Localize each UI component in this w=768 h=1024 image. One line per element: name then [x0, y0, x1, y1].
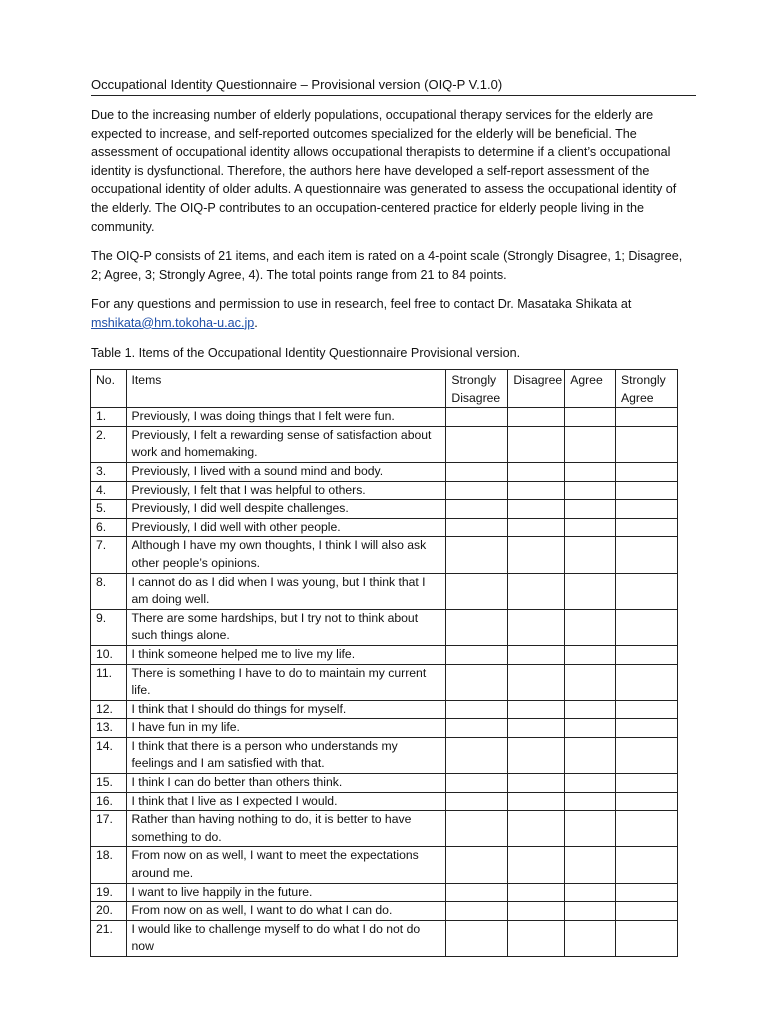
table-row [91, 920, 678, 956]
response-cell-strongly-disagree[interactable] [446, 811, 508, 847]
response-cell-strongly-agree[interactable] [615, 500, 677, 519]
response-cell-agree[interactable] [565, 847, 616, 883]
response-cell-disagree[interactable] [508, 847, 565, 883]
table-row [91, 537, 678, 573]
response-cell-disagree[interactable] [508, 500, 565, 519]
header-strongly-disagree: Strongly Disagree [446, 370, 508, 408]
response-cell-strongly-disagree[interactable] [446, 774, 508, 793]
response-cell-disagree[interactable] [508, 573, 565, 609]
response-cell-strongly-agree[interactable] [615, 481, 677, 500]
response-cell-agree[interactable] [565, 811, 616, 847]
response-cell-agree[interactable] [565, 664, 616, 700]
response-cell-strongly-agree[interactable] [615, 664, 677, 700]
response-cell-agree[interactable] [565, 792, 616, 811]
row-item-text: I have fun in my life. [126, 719, 446, 738]
response-cell-disagree[interactable] [508, 481, 565, 500]
response-cell-disagree[interactable] [508, 664, 565, 700]
response-cell-strongly-disagree[interactable] [446, 609, 508, 645]
table-header-row [91, 370, 678, 408]
row-item-text: Rather than having nothing to do, it is better to have something to do. [126, 811, 446, 847]
row-number: 3. [91, 462, 127, 481]
response-cell-agree[interactable] [565, 518, 616, 537]
response-cell-strongly-disagree[interactable] [446, 902, 508, 921]
table-row [91, 426, 678, 462]
response-cell-agree[interactable] [565, 500, 616, 519]
response-cell-agree[interactable] [565, 537, 616, 573]
row-item-text: Previously, I lived with a sound mind and body. [126, 462, 446, 481]
response-cell-disagree[interactable] [508, 920, 565, 956]
table-row [91, 719, 678, 738]
table-row [91, 792, 678, 811]
table-row [91, 664, 678, 700]
response-cell-agree[interactable] [565, 719, 616, 738]
response-cell-agree[interactable] [565, 481, 616, 500]
response-cell-disagree[interactable] [508, 883, 565, 902]
response-cell-strongly-disagree[interactable] [446, 737, 508, 773]
response-cell-strongly-agree[interactable] [615, 408, 677, 427]
row-number: 7. [91, 537, 127, 573]
response-cell-agree[interactable] [565, 737, 616, 773]
row-number: 13. [91, 719, 127, 738]
response-cell-disagree[interactable] [508, 737, 565, 773]
table-row [91, 500, 678, 519]
row-item-text: There are some hardships, but I try not to think about such things alone. [126, 609, 446, 645]
row-number: 6. [91, 518, 127, 537]
intro-paragraph: Due to the increasing number of elderly populations, occupational therapy services for the elderly are expected to increase, and self-reported outcomes specialized for the elderly will be beneficial. The assessment of occupational identity allows occupational therapists to determine if a client’s occupational identity is dysfunctional. Therefore, the authors here have developed a self-report assessment of the occupational identity of older adults. A questionnaire was generated to assess the occupational identity of the elderly. The OIQ-P contributes to an occupation-centered practice for elderly people living in the community. [91, 108, 677, 234]
table-row [91, 883, 678, 902]
row-item-text: Previously, I did well with other people. [126, 518, 446, 537]
response-cell-strongly-agree[interactable] [615, 792, 677, 811]
response-cell-disagree[interactable] [508, 902, 565, 921]
row-item-text: I think that I live as I expected I would. [126, 792, 446, 811]
title-block [91, 77, 696, 96]
response-cell-strongly-agree[interactable] [615, 774, 677, 793]
response-cell-disagree[interactable] [508, 426, 565, 462]
row-item-text: Although I have my own thoughts, I think I will also ask other people’s opinions. [126, 537, 446, 573]
response-cell-strongly-disagree[interactable] [446, 500, 508, 519]
header-disagree: Disagree [508, 370, 565, 408]
response-cell-strongly-agree[interactable] [615, 920, 677, 956]
response-cell-agree[interactable] [565, 920, 616, 956]
row-item-text: Previously, I felt that I was helpful to others. [126, 481, 446, 500]
response-cell-disagree[interactable] [508, 408, 565, 427]
response-cell-strongly-disagree[interactable] [446, 426, 508, 462]
table-row [91, 645, 678, 664]
row-number: 18. [91, 847, 127, 883]
response-cell-strongly-disagree[interactable] [446, 883, 508, 902]
row-item-text: I want to live happily in the future. [126, 883, 446, 902]
response-cell-strongly-disagree[interactable] [446, 664, 508, 700]
table-row [91, 737, 678, 773]
response-cell-strongly-agree[interactable] [615, 537, 677, 573]
row-item-text: I think someone helped me to live my life. [126, 645, 446, 664]
table-row [91, 481, 678, 500]
response-cell-strongly-disagree[interactable] [446, 920, 508, 956]
response-cell-strongly-agree[interactable] [615, 811, 677, 847]
table-row [91, 462, 678, 481]
response-cell-strongly-agree[interactable] [615, 847, 677, 883]
response-cell-strongly-agree[interactable] [615, 883, 677, 902]
response-cell-strongly-disagree[interactable] [446, 700, 508, 719]
response-cell-agree[interactable] [565, 573, 616, 609]
table-row [91, 609, 678, 645]
row-item-text: I would like to challenge myself to do what I do not do now [126, 920, 446, 956]
row-item-text: From now on as well, I want to meet the expectations around me. [126, 847, 446, 883]
response-cell-strongly-agree[interactable] [615, 902, 677, 921]
response-cell-disagree[interactable] [508, 719, 565, 738]
response-cell-agree[interactable] [565, 462, 616, 481]
row-item-text: From now on as well, I want to do what I can do. [126, 902, 446, 921]
response-cell-disagree[interactable] [508, 700, 565, 719]
row-item-text: I think that there is a person who understands my feelings and I am satisfied with that. [126, 737, 446, 773]
response-cell-strongly-disagree[interactable] [446, 462, 508, 481]
contact-suffix: . [254, 315, 258, 330]
response-cell-strongly-disagree[interactable] [446, 408, 508, 427]
row-number: 1. [91, 408, 127, 427]
table-row [91, 811, 678, 847]
response-cell-strongly-disagree[interactable] [446, 792, 508, 811]
response-cell-strongly-agree[interactable] [615, 518, 677, 537]
table-row [91, 902, 678, 921]
response-cell-disagree[interactable] [508, 609, 565, 645]
response-cell-disagree[interactable] [508, 792, 565, 811]
row-number: 12. [91, 700, 127, 719]
response-cell-disagree[interactable] [508, 462, 565, 481]
response-cell-agree[interactable] [565, 609, 616, 645]
page-title: Occupational Identity Questionnaire – Provisional version (OIQ-P V.1.0) [91, 77, 503, 92]
row-number: 11. [91, 664, 127, 700]
response-cell-agree[interactable] [565, 700, 616, 719]
response-cell-strongly-agree[interactable] [615, 573, 677, 609]
response-cell-disagree[interactable] [508, 537, 565, 573]
row-item-text: There is something I have to do to maintain my current life. [126, 664, 446, 700]
response-cell-strongly-disagree[interactable] [446, 481, 508, 500]
row-item-text: I think I can do better than others think. [126, 774, 446, 793]
table-row [91, 847, 678, 883]
response-cell-agree[interactable] [565, 408, 616, 427]
items-table [90, 369, 678, 957]
table-row [91, 700, 678, 719]
response-cell-strongly-agree[interactable] [615, 719, 677, 738]
row-number: 19. [91, 883, 127, 902]
row-number: 15. [91, 774, 127, 793]
response-cell-strongly-disagree[interactable] [446, 573, 508, 609]
contact-text: For any questions and permission to use in research, feel free to contact Dr. Masataka Shikata at [91, 297, 632, 311]
row-number: 5. [91, 500, 127, 519]
table-row [91, 408, 678, 427]
row-number: 16. [91, 792, 127, 811]
row-number: 21. [91, 920, 127, 956]
response-cell-strongly-agree[interactable] [615, 700, 677, 719]
response-cell-strongly-disagree[interactable] [446, 518, 508, 537]
response-cell-agree[interactable] [565, 902, 616, 921]
row-item-text: I cannot do as I did when I was young, but I think that I am doing well. [126, 573, 446, 609]
response-cell-disagree[interactable] [508, 811, 565, 847]
header-items: Items [126, 370, 446, 408]
row-number: 4. [91, 481, 127, 500]
row-number: 8. [91, 573, 127, 609]
row-item-text: Previously, I did well despite challenges. [126, 500, 446, 519]
table-row [91, 518, 678, 537]
response-cell-strongly-agree[interactable] [615, 609, 677, 645]
response-cell-agree[interactable] [565, 426, 616, 462]
row-item-text: I think that I should do things for myself. [126, 700, 446, 719]
row-number: 9. [91, 609, 127, 645]
response-cell-disagree[interactable] [508, 645, 565, 664]
response-cell-strongly-agree[interactable] [615, 645, 677, 664]
response-cell-strongly-disagree[interactable] [446, 847, 508, 883]
response-cell-agree[interactable] [565, 883, 616, 902]
header-agree: Agree [565, 370, 616, 408]
row-number: 14. [91, 737, 127, 773]
row-item-text: Previously, I was doing things that I felt were fun. [126, 408, 446, 427]
contact-email-link[interactable]: mshikata@hm.tokoha-u.ac.jp [91, 315, 255, 330]
row-number: 10. [91, 645, 127, 664]
response-cell-agree[interactable] [565, 774, 616, 793]
row-number: 20. [91, 902, 127, 921]
row-number: 2. [91, 426, 127, 462]
header-no: No. [91, 370, 127, 408]
header-strongly-agree: Strongly Agree [615, 370, 677, 408]
response-cell-agree[interactable] [565, 645, 616, 664]
response-cell-strongly-disagree[interactable] [446, 645, 508, 664]
row-item-text: Previously, I felt a rewarding sense of satisfaction about work and homemaking. [126, 426, 446, 462]
table-caption: Table 1. Items of the Occupational Identity Questionnaire Provisional version. [91, 346, 521, 360]
contact-paragraph [91, 295, 696, 332]
scale-paragraph: The OIQ-P consists of 21 items, and each item is rated on a 4-point scale (Strongly Disagree, 1; Disagree, 2; Agree, 3; Strongly Agree, 4). The total points range from 21 to 84 points. [91, 249, 683, 282]
response-cell-strongly-agree[interactable] [615, 737, 677, 773]
response-cell-disagree[interactable] [508, 774, 565, 793]
row-number: 17. [91, 811, 127, 847]
table-row [91, 774, 678, 793]
response-cell-strongly-agree[interactable] [615, 462, 677, 481]
response-cell-strongly-disagree[interactable] [446, 537, 508, 573]
response-cell-strongly-agree[interactable] [615, 426, 677, 462]
response-cell-strongly-disagree[interactable] [446, 719, 508, 738]
table-row [91, 573, 678, 609]
response-cell-disagree[interactable] [508, 518, 565, 537]
